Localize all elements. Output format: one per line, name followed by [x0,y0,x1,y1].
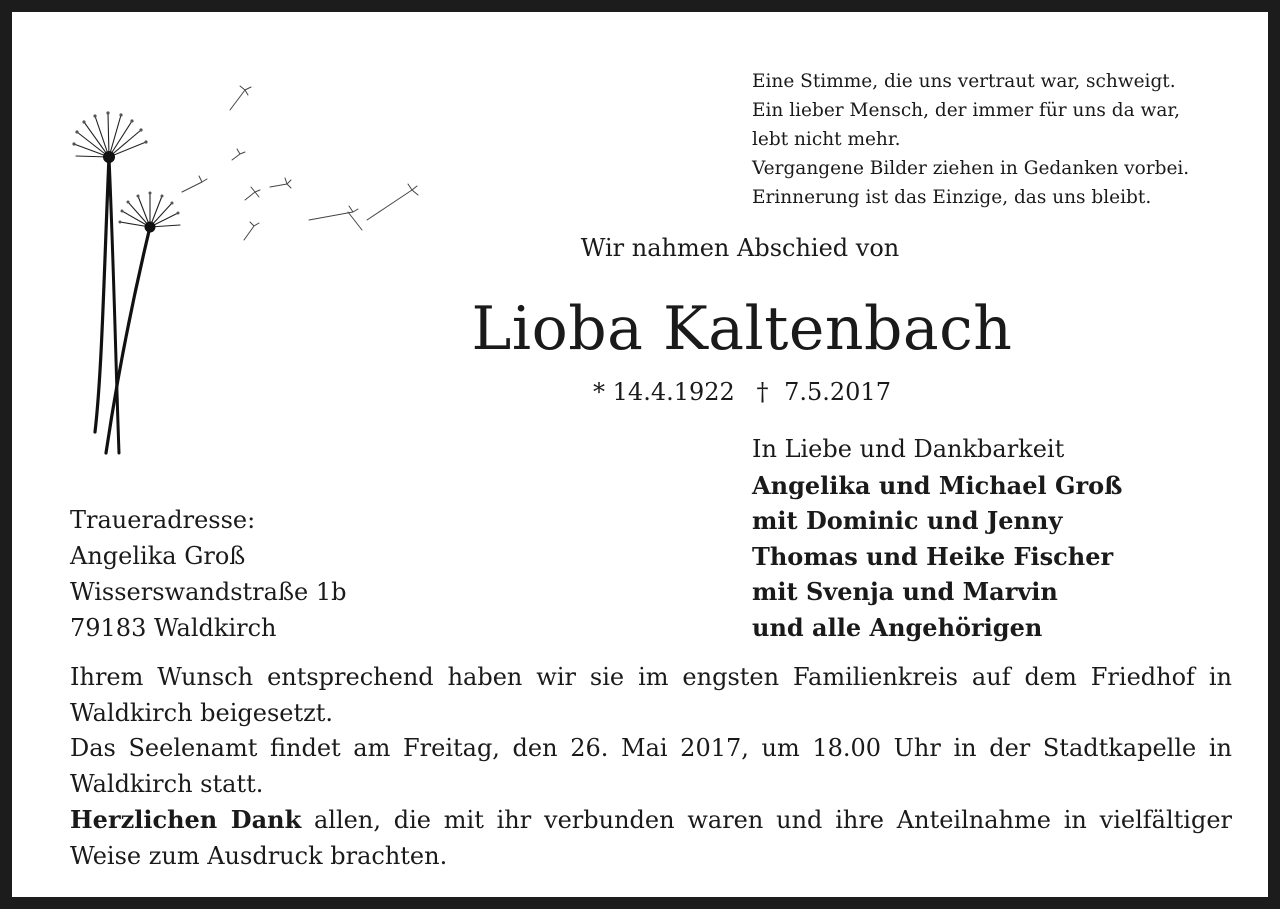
memorial-poem [752,67,1189,212]
death-symbol: † [756,378,769,406]
mourner-line: mit Dominic und Jenny [752,506,1063,535]
farewell-intro: Wir nahmen Abschied von [580,234,900,262]
mourner-line: Thomas und Heike Fischer [752,541,1114,571]
birth-symbol: * [593,378,606,406]
obituary-notice [12,12,1268,897]
thanks-paragraph [70,802,1232,874]
address-name: Angelika Groß [70,542,246,570]
mourner-line: Angelika und Michael Groß [752,470,1123,500]
mourners-block [752,432,1122,645]
address-street: Wisserswandstraße 1b [70,578,347,606]
deceased-name: Lioba Kaltenbach [471,294,1013,364]
death-date: 7.5.2017 [784,378,891,406]
poem-line: Ein lieber Mensch, der immer für uns da war, [752,100,1181,121]
thanks-bold: Herzlichen Dank [70,805,302,834]
poem-line: Eine Stimme, die uns vertraut war, schweigt. [752,71,1176,92]
poem-line: Vergangene Bilder ziehen in Gedanken vorbei. [752,158,1190,179]
closing-text [70,660,1232,874]
birth-date: 14.4.1922 [612,378,735,406]
mourner-line: mit Svenja und Marvin [752,577,1058,606]
address-city: 79183 Waldkirch [70,614,277,642]
mourning-address [70,502,346,646]
dandelion-illustration [62,72,462,472]
thanks-rest: allen, die mit ihr verbunden waren und ihre Anteilnahme in vielfältiger Weise zum Ausdruck brachten. [70,806,1233,870]
mourner-line: und alle Angehörigen [752,612,1043,642]
requiem-paragraph: Das Seelenamt findet am Freitag, den 26. Mai 2017, um 18.00 Uhr in der Stadtkapelle in Waldkirch statt. [70,734,1232,798]
burial-paragraph: Ihrem Wunsch entsprechend haben wir sie im engsten Familienkreis auf dem Friedhof in Waldkirch beigesetzt. [70,663,1232,727]
mourners-intro: In Liebe und Dankbarkeit [752,435,1065,463]
poem-line: lebt nicht mehr. [752,129,901,150]
address-label: Traueradresse: [70,506,256,534]
life-dates [12,378,1280,406]
poem-line: Erinnerung ist das Einzige, das uns bleibt. [752,187,1152,208]
